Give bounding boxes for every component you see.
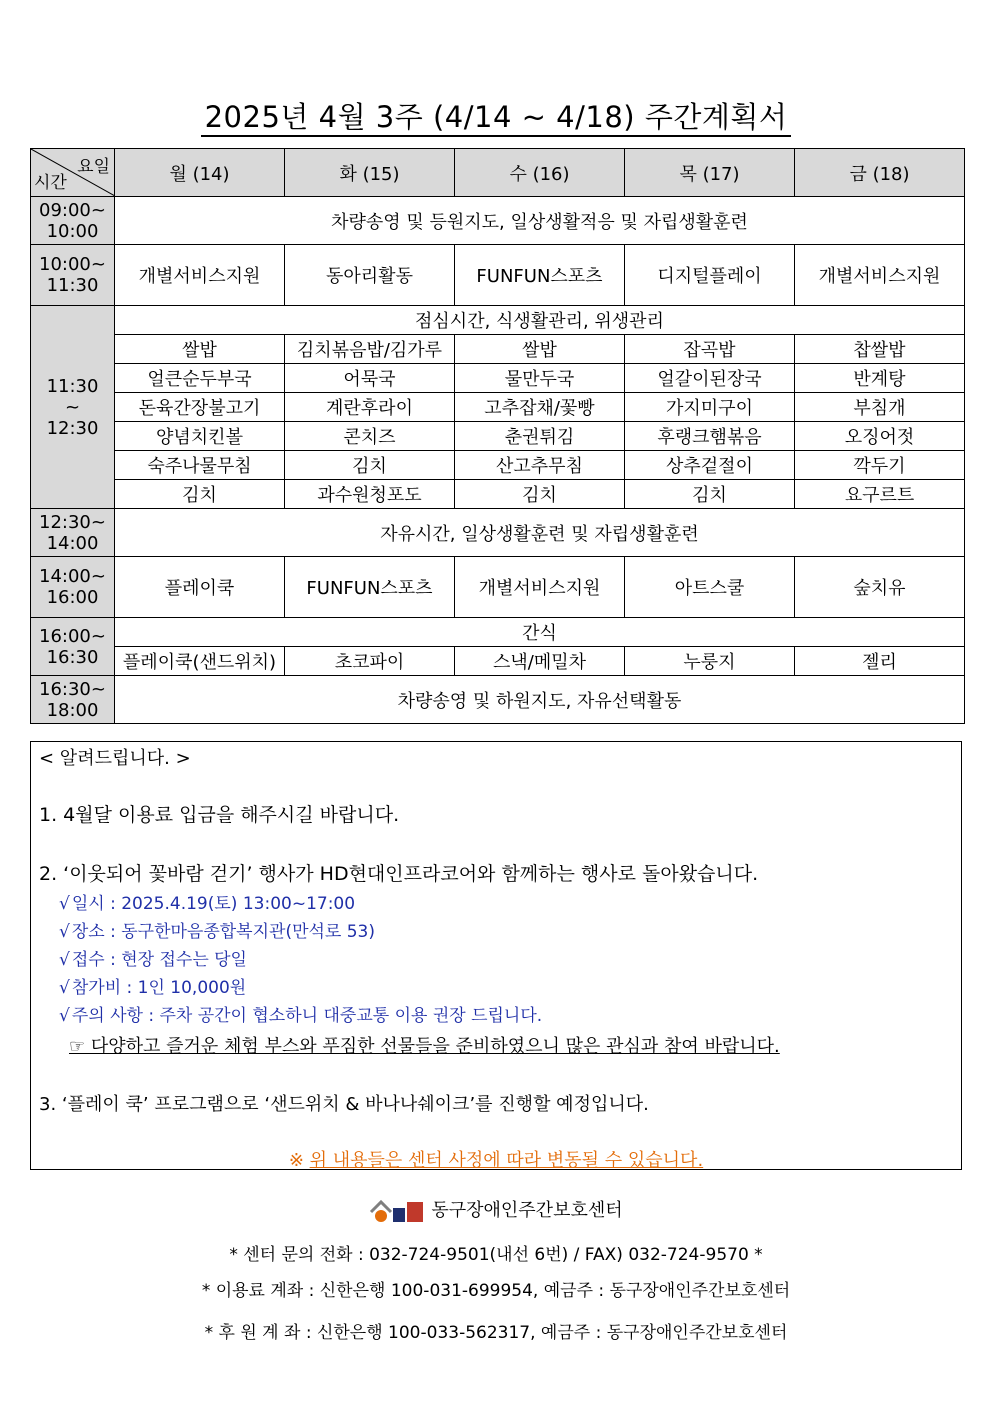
time-start: 16:00~ bbox=[39, 625, 106, 647]
menu-item: 오징어젓 bbox=[795, 422, 965, 451]
change-warning bbox=[31, 1146, 961, 1172]
event-detail-text: 접수 : 현장 접수는 당일 bbox=[71, 950, 247, 970]
menu-item: 후랭크햄볶음 bbox=[625, 422, 795, 451]
menu-item: 산고추무침 bbox=[455, 451, 625, 480]
notice-item-2: 2. ‘이웃되어 꽃바람 걷기’ 행사가 HD현대인프라코어와 함께하는 행사로 돌아왔습니다. bbox=[39, 863, 759, 885]
time-end: 18:00 bbox=[46, 699, 99, 721]
lunch-title-row bbox=[31, 306, 965, 335]
menu-row bbox=[31, 335, 965, 364]
menu-item: 양념치킨볼 bbox=[115, 422, 285, 451]
day-header: 금 (18) bbox=[795, 149, 965, 197]
menu-item: 쌀밥 bbox=[115, 335, 285, 364]
notice-item-1: 1. 4월달 이용료 입금을 해주시길 바랍니다. bbox=[39, 804, 400, 826]
menu-item: 잡곡밥 bbox=[625, 335, 795, 364]
event-detail bbox=[59, 917, 375, 942]
menu-item: 요구르트 bbox=[795, 480, 965, 509]
center-logo-icon bbox=[369, 1198, 427, 1224]
menu-item: 김치 bbox=[625, 480, 795, 509]
corner-day-label: 요일 bbox=[77, 157, 110, 177]
snack-item: 젤리 bbox=[795, 647, 965, 676]
menu-item: 가지미구이 bbox=[625, 393, 795, 422]
menu-item: 물만두국 bbox=[455, 364, 625, 393]
time-cell bbox=[31, 557, 115, 618]
menu-item: 고추잡채/꽃빵 bbox=[455, 393, 625, 422]
snack-item: 스낵/메밀차 bbox=[455, 647, 625, 676]
menu-item: 어묵국 bbox=[285, 364, 455, 393]
menu-item: 반계탕 bbox=[795, 364, 965, 393]
day-header: 목 (17) bbox=[625, 149, 795, 197]
activity-cell: FUNFUN스포츠 bbox=[285, 557, 455, 618]
check-icon: √ bbox=[59, 978, 70, 998]
menu-item: 콘치즈 bbox=[285, 422, 455, 451]
notice-box bbox=[30, 741, 962, 1170]
menu-item: 김치볶음밥/김가루 bbox=[285, 335, 455, 364]
warning-text: 위 내용들은 센터 사정에 따라 변동될 수 있습니다. bbox=[309, 1150, 704, 1171]
event-detail-text: 장소 : 동구한마음종합복지관(만석로 53) bbox=[71, 922, 376, 942]
activity-cell: 플레이쿡 bbox=[115, 557, 285, 618]
donation-account-line: * 후 원 계 좌 : 신한은행 100-033-562317, 예금주 : 동구장애인주간보호센터 bbox=[204, 1323, 788, 1343]
snack-title: 간식 bbox=[115, 618, 965, 647]
lunch-title: 점심시간, 식생활관리, 위생관리 bbox=[115, 306, 965, 335]
header-row bbox=[31, 149, 965, 197]
corner-cell bbox=[31, 149, 115, 197]
event-detail-text: 참가비 : 1인 10,000원 bbox=[71, 978, 247, 998]
time-start: 11:30 bbox=[46, 375, 99, 397]
activity-cell: 개별서비스지원 bbox=[455, 557, 625, 618]
day-header: 화 (15) bbox=[285, 149, 455, 197]
snack-item: 누룽지 bbox=[625, 647, 795, 676]
schedule-row bbox=[31, 245, 965, 306]
corner-time-label: 시간 bbox=[34, 173, 67, 193]
time-start: 09:00~ bbox=[39, 199, 106, 221]
check-icon: √ bbox=[59, 950, 70, 970]
menu-row bbox=[31, 451, 965, 480]
activity-cell: 숲치유 bbox=[795, 557, 965, 618]
menu-item: 춘권튀김 bbox=[455, 422, 625, 451]
menu-item: 쌀밥 bbox=[455, 335, 625, 364]
time-start: 16:30~ bbox=[39, 678, 106, 700]
menu-row bbox=[31, 364, 965, 393]
time-end: 10:00 bbox=[46, 220, 99, 242]
time-end: 11:30 bbox=[46, 275, 99, 296]
time-cell bbox=[31, 509, 115, 557]
menu-item: 얼큰순두부국 bbox=[115, 364, 285, 393]
activity-merged: 차량송영 및 등원지도, 일상생활적응 및 자립생활훈련 bbox=[115, 197, 965, 245]
page-title bbox=[0, 95, 992, 136]
time-end: 12:30 bbox=[46, 417, 99, 439]
activity-cell: 개별서비스지원 bbox=[795, 245, 965, 306]
menu-item: 돈육간장불고기 bbox=[115, 393, 285, 422]
event-note: ☞ 다양하고 즐거운 체험 부스와 푸짐한 선물들을 준비하였으니 많은 관심과 참여 바랍니다. bbox=[69, 1036, 780, 1057]
snack-row bbox=[31, 647, 965, 676]
time-end: 16:30 bbox=[46, 646, 99, 668]
check-icon: √ bbox=[59, 1006, 70, 1026]
menu-item: 김치 bbox=[115, 480, 285, 509]
notice-item-3: 3. ‘플레이 쿡’ 프로그램으로 ‘샌드위치 & 바나나쉐이크’를 진행할 예정입니다. bbox=[39, 1094, 649, 1115]
weekly-schedule-table bbox=[30, 148, 965, 724]
event-detail bbox=[59, 973, 246, 998]
center-logo bbox=[0, 1196, 992, 1224]
activity-cell: 디지털플레이 bbox=[625, 245, 795, 306]
event-detail bbox=[59, 1001, 542, 1026]
activity-cell: 개별서비스지원 bbox=[115, 245, 285, 306]
menu-row bbox=[31, 393, 965, 422]
activity-merged: 자유시간, 일상생활훈련 및 자립생활훈련 bbox=[115, 509, 965, 557]
center-name: 동구장애인주간보호센터 bbox=[431, 1200, 623, 1221]
activity-cell: 아트스쿨 bbox=[625, 557, 795, 618]
check-icon: √ bbox=[59, 894, 70, 914]
contact-line: * 센터 문의 전화 : 032-724-9501(내선 6번) / FAX) 032-724-9570 * bbox=[229, 1245, 763, 1265]
menu-row bbox=[31, 480, 965, 509]
event-detail-text: 일시 : 2025.4.19(토) 13:00~17:00 bbox=[71, 894, 356, 914]
menu-item: 깍두기 bbox=[795, 451, 965, 480]
snack-item: 초코파이 bbox=[285, 647, 455, 676]
time-end: 14:00 bbox=[46, 532, 99, 554]
schedule-row bbox=[31, 557, 965, 618]
schedule-row bbox=[31, 197, 965, 245]
schedule-row bbox=[31, 509, 965, 557]
time-sep: ~ bbox=[64, 396, 81, 418]
menu-item: 과수원청포도 bbox=[285, 480, 455, 509]
menu-item: 얼갈이된장국 bbox=[625, 364, 795, 393]
menu-item: 찹쌀밥 bbox=[795, 335, 965, 364]
menu-item: 김치 bbox=[455, 480, 625, 509]
time-start: 10:00~ bbox=[39, 254, 106, 275]
warning-mark-icon: ※ bbox=[288, 1150, 304, 1171]
fee-account-line: * 이용료 계좌 : 신한은행 100-031-699954, 예금주 : 동구장애인주간보호센터 bbox=[201, 1281, 791, 1301]
activity-cell: 동아리활동 bbox=[285, 245, 455, 306]
snack-title-row bbox=[31, 618, 965, 647]
schedule-row bbox=[31, 676, 965, 724]
page-title-text: 2025년 4월 3주 (4/14 ~ 4/18) 주간계획서 bbox=[201, 100, 792, 137]
activity-cell: FUNFUN스포츠 bbox=[455, 245, 625, 306]
time-end: 16:00 bbox=[46, 587, 99, 608]
snack-item: 플레이쿡(샌드위치) bbox=[115, 647, 285, 676]
time-start: 12:30~ bbox=[39, 511, 106, 533]
menu-item: 김치 bbox=[285, 451, 455, 480]
time-cell bbox=[31, 197, 115, 245]
activity-merged: 차량송영 및 하원지도, 자유선택활동 bbox=[115, 676, 965, 724]
time-cell bbox=[31, 676, 115, 724]
event-detail-text: 주의 사항 : 주차 공간이 협소하니 대중교통 이용 권장 드립니다. bbox=[71, 1006, 543, 1026]
check-icon: √ bbox=[59, 922, 70, 942]
time-cell bbox=[31, 245, 115, 306]
menu-item: 상추겉절이 bbox=[625, 451, 795, 480]
notice-heading: < 알려드립니다. > bbox=[39, 748, 191, 769]
event-detail bbox=[59, 945, 247, 970]
time-start: 14:00~ bbox=[39, 566, 106, 587]
menu-item: 부침개 bbox=[795, 393, 965, 422]
menu-item: 계란후라이 bbox=[285, 393, 455, 422]
time-cell bbox=[31, 618, 115, 676]
menu-row bbox=[31, 422, 965, 451]
time-cell bbox=[31, 306, 115, 509]
event-detail bbox=[59, 889, 355, 914]
day-header: 월 (14) bbox=[115, 149, 285, 197]
menu-item: 숙주나물무침 bbox=[115, 451, 285, 480]
day-header: 수 (16) bbox=[455, 149, 625, 197]
